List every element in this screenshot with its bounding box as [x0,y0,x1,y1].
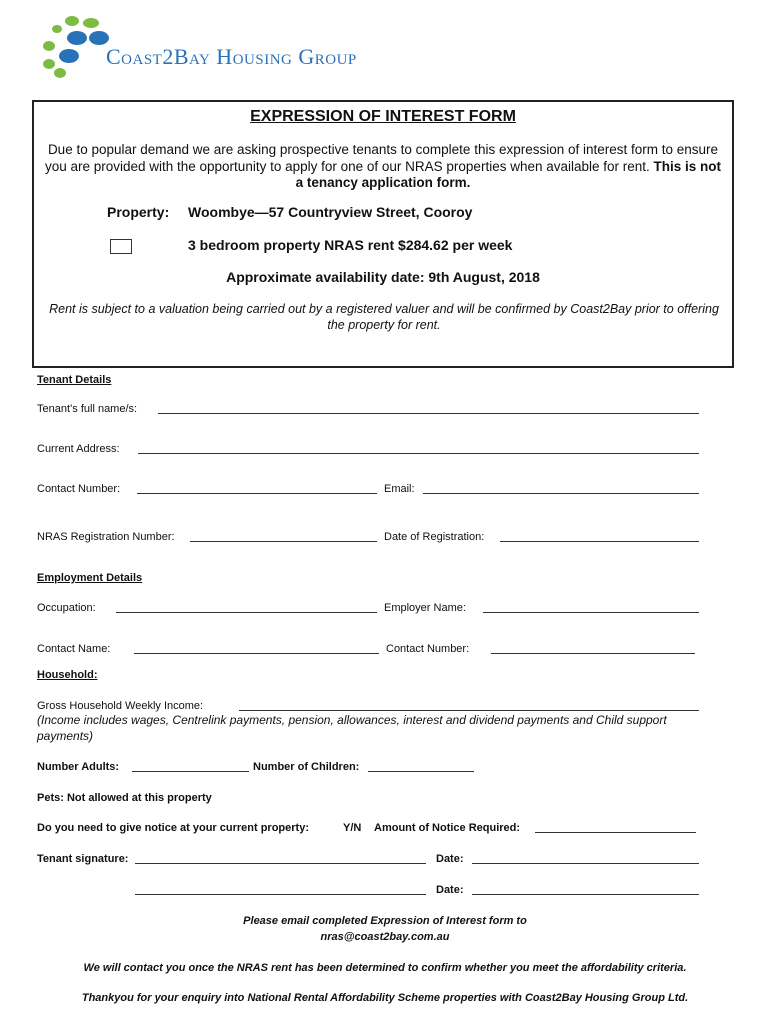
date1-label: Date: [436,853,464,865]
employment-details-heading: Employment Details [37,572,143,584]
logo-text: Coast2Bay Housing Group [106,44,357,69]
intro-text [40,142,726,192]
contact-number-field[interactable] [137,493,377,494]
date1-field[interactable] [472,863,699,864]
notice-amount-field[interactable] [535,832,696,833]
contact-name-label: Contact Name: [37,643,111,655]
email-label: Email: [384,483,415,495]
signature-label: Tenant signature: [37,853,129,865]
yn-label: Y/N [343,822,362,834]
bedroom-text: 3 bedroom property NRAS rent $284.62 per week [188,237,513,253]
employer-name-field[interactable] [483,612,699,613]
income-field[interactable] [239,710,699,711]
email-field[interactable] [423,493,699,494]
employer-contact-number-field[interactable] [491,653,695,654]
contact-note: We will contact you once the NRAS rent has been determined to confirm whether you meet the affordability criteria. [83,962,687,974]
coast2bay-logo-icon [36,14,116,80]
employer-name-label: Employer Name: [384,602,466,614]
date2-field[interactable] [472,894,699,895]
occupation-field[interactable] [116,612,377,613]
date2-label: Date: [436,884,464,896]
date-registration-field[interactable] [500,541,699,542]
address-field[interactable] [138,453,699,454]
thanks-note: Thankyou for your enquiry into National Rental Affordability Scheme properties with Coast2Bay Housing Group Ltd. [81,992,689,1004]
children-field[interactable] [368,771,474,772]
pets-note: Pets: Not allowed at this property [37,792,212,804]
nras-number-field[interactable] [190,541,377,542]
nras-number-label: NRAS Registration Number: [37,531,175,543]
full-name-field[interactable] [158,413,699,414]
signature2-field[interactable] [135,894,426,895]
intro-bold: This is not a tenancy application form. [295,158,722,190]
household-heading: Household: [37,669,98,681]
rent-note: Rent is subject to a valuation being carried out by a registered valuer and will be confirmed by Coast2Bay prior to offering the property for rent. [49,302,719,332]
children-label: Number of Children: [253,761,360,773]
property-label: Property: [107,204,170,220]
income-label: Gross Household Weekly Income: [37,700,204,712]
notice-question: Do you need to give notice at your current property: [37,822,309,834]
income-note: (Income includes wages, Centrelink payments, pension, allowances, interest and dividend payments and Child support payments) [37,713,667,743]
form-title: EXPRESSION OF INTEREST FORM [250,108,516,125]
tenant-details-heading: Tenant Details [37,374,112,386]
property-checkbox[interactable] [110,239,132,254]
availability-date: Approximate availability date: 9th August, 2018 [226,269,540,285]
occupation-label: Occupation: [37,602,96,614]
intro-body: Due to popular demand we are asking prospective tenants to complete this expression of interest form to ensure you are provided with the opportunity to apply for one of our NRAS properties when available for rent. [44,142,719,174]
employer-contact-number-label: Contact Number: [386,643,470,655]
date-registration-label: Date of Registration: [384,531,485,543]
contact-name-field[interactable] [134,653,379,654]
full-name-label: Tenant’s full name/s: [37,403,138,415]
email-address: nras@coast2bay.com.au [320,931,450,943]
contact-number-label: Contact Number: [37,483,121,495]
signature-field[interactable] [135,863,426,864]
property-value: Woombye—57 Countryview Street, Cooroy [188,204,473,220]
adults-label: Number Adults: [37,761,120,773]
notice-amount-label: Amount of Notice Required: [374,822,521,834]
address-label: Current Address: [37,443,120,455]
adults-field[interactable] [132,771,249,772]
email-instruction: Please email completed Expression of Interest form to [243,915,527,927]
